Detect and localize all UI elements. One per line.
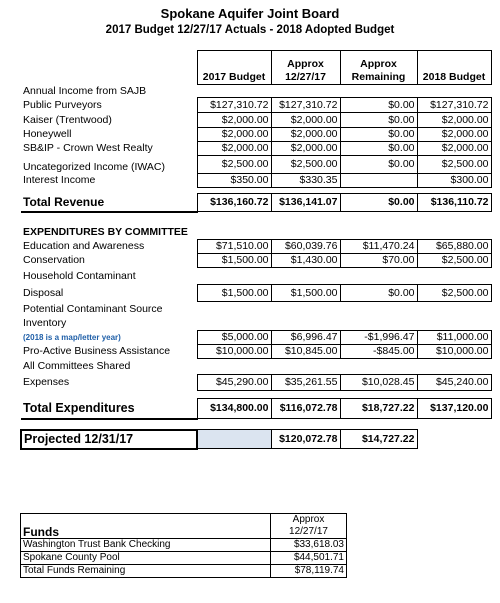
total-expenditures-row: Total Expenditures $134,800.00 $116,072.78 $18,727.22 $137,120.00 <box>21 399 491 419</box>
table-row: Disposal $1,500.00 $1,500.00 $0.00 $2,500.00 <box>21 285 491 302</box>
col-approx-actual: Approx 12/27/17 <box>271 51 340 85</box>
table-row: Uncategorized Income (IWAC) $2,500.00 $2,500.00 $0.00 $2,500.00 <box>21 156 491 174</box>
page-subtitle: 2017 Budget 12/27/17 Actuals - 2018 Adopted Budget <box>105 24 395 36</box>
funds-table <box>20 513 347 578</box>
table-row: Honeywell $2,000.00 $2,000.00 $0.00 $2,000.00 <box>21 128 491 142</box>
col-2018-budget: 2018 Budget <box>417 51 491 85</box>
table-row: Kaiser (Trentwood) $2,000.00 $2,000.00 $0.00 $2,000.00 <box>21 113 491 128</box>
table-row: Household Contaminant <box>23 269 136 282</box>
table-row: Pro-Active Business Assistance $10,000.00 $10,845.00 -$845.00 $10,000.00 <box>21 345 491 359</box>
funds-header-row: Funds 12/27/17 <box>21 526 347 539</box>
table-row: Potential Contaminant Source <box>23 302 163 315</box>
table-row: Total Funds Remaining $78,119.74 <box>21 565 347 578</box>
col-approx-remaining: Approx Remaining <box>340 51 417 85</box>
table-row: SB&IP - Crown West Realty $2,000.00 $2,000.00 $0.00 $2,000.00 <box>21 142 491 156</box>
table-row: Conservation $1,500.00 $1,430.00 $70.00 $2,500.00 <box>21 254 491 268</box>
table-row: Public Purveyors $127,310.72 $127,310.72 $0.00 $127,310.72 <box>21 98 491 113</box>
funds-header-row: Approx <box>21 514 347 527</box>
table-row: Education and Awareness $71,510.00 $60,039.76 $11,470.24 $65,880.00 <box>21 240 491 254</box>
table-row: Inventory <box>23 317 67 329</box>
page-title: Spokane Aquifer Joint Board <box>160 6 340 21</box>
table-row: All Committees Shared <box>23 360 131 372</box>
budget-table <box>20 50 492 450</box>
total-revenue-row: Total Revenue $136,160.72 $136,141.07 $0.00 $136,110.72 <box>21 194 491 212</box>
table-row: Washington Trust Bank Checking $33,618.03 <box>21 539 347 552</box>
expenditures-heading-row: EXPENDITURES BY COMMITTEE <box>23 226 188 238</box>
col-2017-budget: 2017 Budget <box>197 51 271 85</box>
table-row: Spokane County Pool $44,501.71 <box>21 552 347 565</box>
table-row: Interest Income $350.00 $330.35 $300.00 <box>21 174 491 188</box>
table-row: Annual Income from SAJB <box>23 84 147 97</box>
header-row <box>21 51 491 85</box>
table-row: Expenses $45,290.00 $35,261.55 $10,028.45 $45,240.00 <box>21 375 491 391</box>
table-row: (2018 is a map/letter year) $5,000.00 $6,996.47 -$1,996.47 $11,000.00 <box>21 331 491 345</box>
projected-row: Projected 12/31/17 $120,072.78 $14,727.22 <box>21 430 491 449</box>
